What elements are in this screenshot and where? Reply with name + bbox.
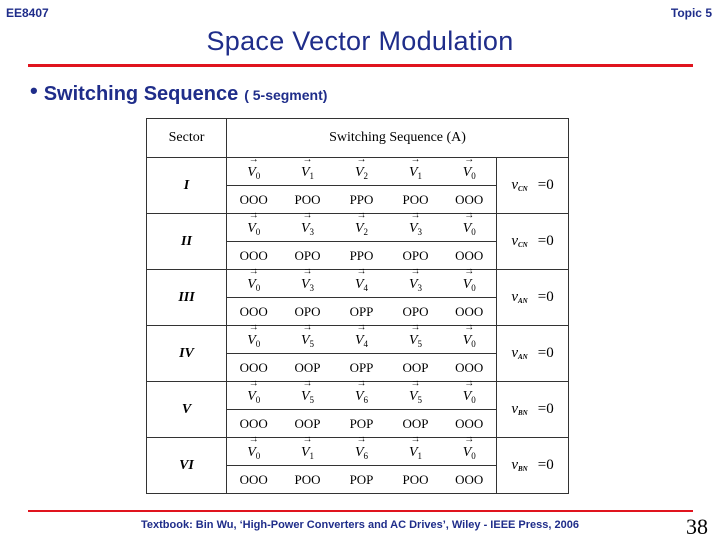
sector-label: VI	[147, 438, 227, 494]
space-vector-cell	[227, 382, 281, 410]
vector-letter: V	[408, 164, 418, 180]
switching-state-cell	[227, 466, 281, 494]
switching-state-cell	[281, 466, 335, 494]
vector-letter: V	[300, 388, 310, 404]
table-header-row	[147, 119, 569, 158]
switching-state: OOO →	[455, 360, 483, 375]
space-vector	[301, 389, 314, 405]
switching-state: OPO →	[294, 248, 320, 263]
space-vector	[355, 221, 368, 237]
space-vector-cell	[389, 326, 443, 354]
vector-letter: V	[354, 276, 364, 292]
space-vector-cell	[281, 382, 335, 410]
space-vector-cell	[443, 438, 497, 466]
switching-state: OOP →	[402, 360, 428, 375]
vector-index: 2	[363, 170, 369, 181]
switching-state: OOP →	[294, 360, 320, 375]
header-switching-sequence: Switching Sequence (A)	[227, 119, 569, 158]
vector-index: 5	[309, 338, 315, 349]
space-vector-cell	[335, 270, 389, 298]
space-vector	[247, 221, 260, 237]
space-vector	[247, 277, 260, 293]
vector-letter: V	[408, 220, 418, 236]
switching-state: OOO	[239, 471, 268, 487]
vector-index: 0	[255, 394, 261, 405]
voltage-equals: =0	[537, 457, 554, 473]
vector-index: 3	[309, 226, 315, 237]
vector-index: 1	[417, 170, 423, 181]
vector-letter: V	[247, 444, 256, 460]
space-vector	[301, 445, 314, 461]
voltage-letter: v	[511, 289, 518, 305]
space-vector-cell	[335, 438, 389, 466]
switching-state: POP	[349, 471, 374, 487]
vector-letter: V	[408, 276, 418, 292]
vector-letter: V	[462, 164, 472, 180]
space-vector	[409, 389, 422, 405]
vector-index: 0	[471, 450, 476, 461]
vector-letter: V	[462, 444, 472, 460]
voltage-letter: v	[511, 345, 518, 361]
space-vector	[463, 221, 476, 237]
voltage-letter: v	[511, 177, 518, 193]
vector-index: 0	[255, 170, 261, 181]
table-row-vectors	[147, 270, 569, 298]
space-vector	[355, 333, 368, 349]
vector-index: 0	[471, 282, 476, 293]
space-vector-cell	[281, 214, 335, 242]
space-vector-cell	[335, 382, 389, 410]
vector-index: 0	[255, 450, 261, 461]
vector-letter: V	[247, 332, 256, 348]
space-vector	[355, 277, 368, 293]
table-row-vectors	[147, 382, 569, 410]
vector-letter: V	[462, 332, 472, 348]
space-vector-cell	[227, 326, 281, 354]
switching-state: OOO →	[455, 416, 483, 431]
space-vector-cell	[335, 214, 389, 242]
vector-index: 0	[255, 282, 261, 293]
space-vector	[301, 277, 314, 293]
voltage-letter: v	[511, 401, 518, 417]
voltage-condition	[497, 214, 569, 270]
switching-state-cell	[335, 466, 389, 494]
vector-letter: V	[247, 276, 256, 292]
space-vector	[301, 165, 314, 181]
voltage-equals: =0	[537, 177, 554, 193]
space-vector	[247, 165, 260, 181]
vector-letter: V	[462, 388, 472, 404]
switching-state: OOO →	[240, 416, 268, 431]
space-vector-cell	[227, 270, 281, 298]
sector-label: III	[147, 270, 227, 326]
space-vector	[409, 333, 422, 349]
voltage-letter: v	[511, 457, 518, 473]
sector-label: IV	[147, 326, 227, 382]
bottom-divider	[28, 510, 693, 512]
bullet-sub-text: ( 5-segment)	[244, 87, 328, 103]
table-row-vectors	[147, 438, 569, 466]
vector-letter: V	[300, 164, 310, 180]
space-vector-cell	[227, 214, 281, 242]
vector-index: 6	[363, 394, 369, 405]
voltage-node: AN	[518, 353, 528, 361]
space-vector-cell	[389, 158, 443, 186]
voltage-node: CN	[518, 185, 528, 193]
vector-index: 0	[471, 170, 476, 181]
space-vector	[409, 165, 422, 181]
vector-index: 6	[363, 450, 369, 461]
space-vector-cell	[227, 438, 281, 466]
table-row-vectors	[147, 326, 569, 354]
space-vector-cell	[443, 326, 497, 354]
sector-label: II	[147, 214, 227, 270]
sector-label: I	[147, 158, 227, 214]
switching-state: POP →	[350, 416, 374, 431]
switching-state-cell	[389, 466, 443, 494]
space-vector-cell	[281, 438, 335, 466]
vector-letter: V	[300, 444, 310, 460]
switching-state: POO	[402, 471, 429, 487]
switching-state: OOO →	[455, 248, 483, 263]
vector-letter: V	[300, 332, 310, 348]
space-vector	[247, 333, 260, 349]
voltage-condition	[497, 270, 569, 326]
switching-state: OOO	[455, 471, 484, 487]
space-vector-cell	[335, 158, 389, 186]
vector-index: 1	[417, 450, 423, 461]
switching-state: OOP →	[294, 416, 320, 431]
space-vector	[301, 333, 314, 349]
vector-letter: V	[408, 332, 418, 348]
switching-state: POO	[294, 471, 321, 487]
vector-index: 1	[309, 450, 315, 461]
voltage-condition	[497, 326, 569, 382]
vector-letter: V	[247, 164, 256, 180]
vector-index: 0	[471, 394, 476, 405]
space-vector-cell	[389, 438, 443, 466]
space-vector	[301, 221, 314, 237]
bullet-icon: •	[30, 78, 38, 103]
vector-index: 3	[417, 282, 423, 293]
space-vector-cell	[389, 270, 443, 298]
space-vector	[355, 389, 368, 405]
space-vector-cell	[443, 270, 497, 298]
footer-citation: Textbook: Bin Wu, ‘High-Power Converters and AC Drives’, Wiley - IEEE Press, 2006	[141, 519, 579, 531]
switching-state: OPO →	[402, 248, 428, 263]
voltage-equals: =0	[537, 289, 554, 305]
vector-letter: V	[247, 220, 256, 236]
vector-index: 4	[363, 338, 369, 349]
switching-state: OOO →	[240, 304, 268, 319]
space-vector	[463, 445, 476, 461]
vector-index: 4	[363, 282, 369, 293]
switching-state: OOO →	[240, 248, 268, 263]
table-row-vectors	[147, 158, 569, 186]
space-vector	[247, 445, 260, 461]
switching-sequence-table	[146, 118, 569, 494]
space-vector	[463, 165, 476, 181]
space-vector-cell	[335, 326, 389, 354]
switching-state: OPO →	[402, 304, 428, 319]
sector-label: V	[147, 382, 227, 438]
space-vector-cell	[227, 158, 281, 186]
switching-state-cell	[443, 466, 497, 494]
space-vector-cell	[281, 270, 335, 298]
space-vector	[355, 165, 368, 181]
voltage-equals: =0	[537, 233, 554, 249]
vector-letter: V	[247, 388, 256, 404]
bullet-item	[30, 80, 327, 106]
space-vector-cell	[281, 326, 335, 354]
switching-state: OOO →	[240, 360, 268, 375]
voltage-node: CN	[518, 241, 528, 249]
vector-letter: V	[408, 444, 418, 460]
vector-index: 3	[417, 226, 423, 237]
space-vector	[247, 389, 260, 405]
vector-letter: V	[300, 220, 310, 236]
voltage-letter: v	[511, 233, 518, 249]
space-vector-cell	[389, 214, 443, 242]
switching-state: OPO →	[294, 304, 320, 319]
slide-title: Space Vector Modulation	[206, 26, 514, 56]
voltage-equals: =0	[537, 401, 554, 417]
vector-letter: V	[354, 220, 364, 236]
space-vector	[463, 333, 476, 349]
vector-letter: V	[462, 276, 472, 292]
vector-letter: V	[408, 388, 418, 404]
space-vector-cell	[281, 158, 335, 186]
space-vector	[355, 445, 368, 461]
switching-state: POO →	[294, 192, 320, 207]
vector-letter: V	[354, 332, 364, 348]
course-code: EE8407	[6, 6, 49, 20]
switching-state: OPP →	[350, 360, 374, 375]
switching-state: PPO →	[350, 192, 374, 207]
space-vector	[463, 389, 476, 405]
voltage-condition	[497, 158, 569, 214]
vector-index: 5	[417, 338, 423, 349]
vector-index: 0	[255, 338, 261, 349]
switching-state: OOP →	[402, 416, 428, 431]
bullet-main-text: Switching Sequence	[43, 83, 239, 105]
vector-index: 5	[417, 394, 423, 405]
switching-state: OOO →	[455, 192, 483, 207]
header-sector: Sector	[147, 119, 227, 158]
top-divider	[28, 64, 693, 67]
vector-index: 0	[255, 226, 261, 237]
space-vector	[409, 221, 422, 237]
space-vector	[409, 277, 422, 293]
vector-index: 5	[309, 394, 315, 405]
table-row-vectors	[147, 214, 569, 242]
switching-state: OPP →	[350, 304, 374, 319]
vector-letter: V	[462, 220, 472, 236]
switching-state: OOO →	[455, 304, 483, 319]
vector-letter: V	[354, 388, 364, 404]
voltage-node: BN	[518, 465, 528, 473]
vector-index: 1	[309, 170, 315, 181]
vector-index: 0	[471, 226, 476, 237]
vector-letter: V	[354, 164, 364, 180]
space-vector-cell	[443, 382, 497, 410]
page-number: 38	[686, 514, 708, 539]
vector-index: 0	[471, 338, 476, 349]
voltage-node: BN	[518, 409, 528, 417]
space-vector-cell	[443, 158, 497, 186]
switching-state: POO →	[402, 192, 428, 207]
voltage-condition	[497, 438, 569, 494]
space-vector	[409, 445, 422, 461]
space-vector-cell	[389, 382, 443, 410]
vector-letter: V	[354, 444, 364, 460]
vector-index: 2	[363, 226, 369, 237]
voltage-condition	[497, 382, 569, 438]
vector-letter: V	[300, 276, 310, 292]
space-vector	[463, 277, 476, 293]
switching-state: OOO →	[240, 192, 268, 207]
space-vector-cell	[443, 214, 497, 242]
voltage-node: AN	[518, 297, 528, 305]
vector-index: 3	[309, 282, 315, 293]
voltage-equals: =0	[537, 345, 554, 361]
topic-label: Topic 5	[670, 6, 712, 20]
switching-state: PPO →	[350, 248, 374, 263]
